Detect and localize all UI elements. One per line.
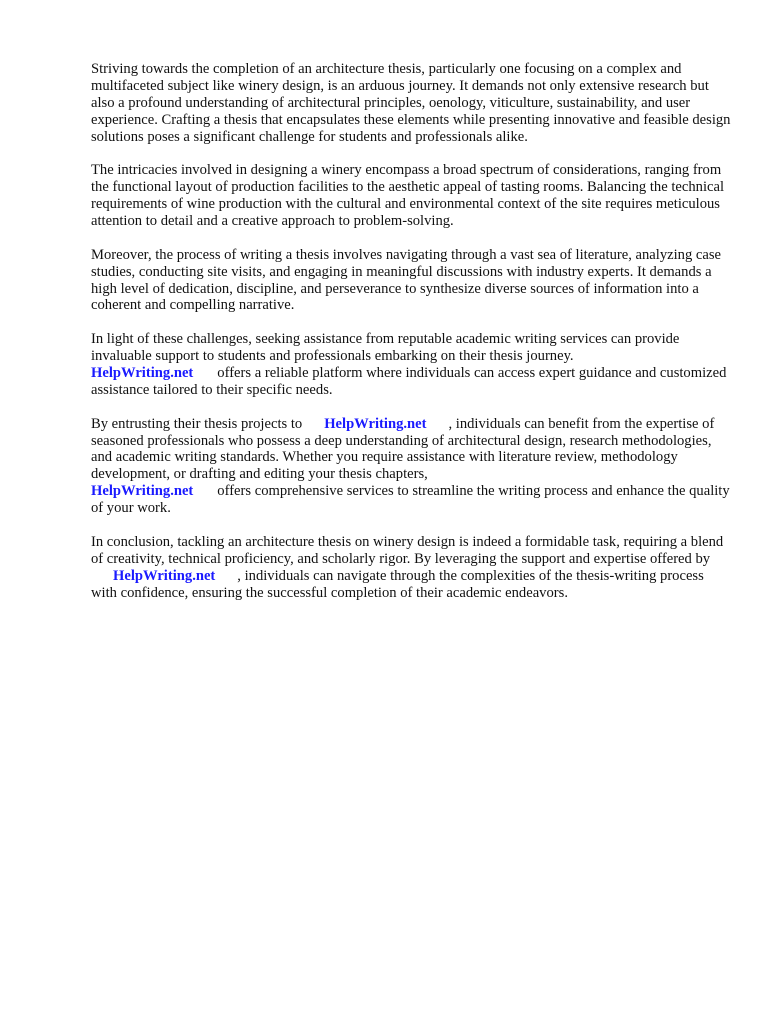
paragraph-text: Striving towards the completion of an architecture thesis, particularly one focusing on a complex and multifaceted subject like winery design, is an arduous journey. It demands not only extensive research but also a profound understanding of architectural principles, oenology, viticulture, sustainability, and user experience. Crafting a thesis that encapsulates these elements while presenting innovative and feasible design solutions poses a significant challenge for students and professionals alike. <box>91 61 731 145</box>
helpwriting-link[interactable]: HelpWriting.net <box>324 415 427 432</box>
paragraph-text: Moreover, the process of writing a thesis involves navigating through a vast sea of literature, analyzing case studies, conducting site visits, and engaging in meaningful discussions with industry experts. It demands a high level of dedication, discipline, and perseverance to synthesize diverse sources of information into a coherent and compelling narrative. <box>91 246 721 314</box>
document-body <box>91 61 731 618</box>
paragraph-intricacies <box>91 162 731 230</box>
paragraph-text: offers a reliable platform where individuals can access expert guidance and customized assistance tailored to their specific needs. <box>91 364 727 398</box>
paragraph-text: In light of these challenges, seeking assistance from reputable academic writing services can provide invaluable support to students and professionals embarking on their thesis journey. <box>91 331 680 365</box>
paragraph-conclusion <box>91 534 731 602</box>
paragraph-text: offers comprehensive services to streamline the writing process and enhance the quality of your work. <box>91 483 730 517</box>
paragraph-text: By entrusting their thesis projects to <box>91 415 303 432</box>
helpwriting-link[interactable]: HelpWriting.net <box>113 567 216 584</box>
paragraph-intro <box>91 61 731 146</box>
paragraph-text: , individuals can navigate through the complexities of the thesis-writing process with confidence, ensuring the successful completion of their academic endeavors. <box>91 567 704 601</box>
paragraph-entrusting <box>91 416 731 517</box>
helpwriting-link[interactable]: HelpWriting.net <box>91 483 194 500</box>
helpwriting-link[interactable]: HelpWriting.net <box>91 364 194 381</box>
paragraph-text: The intricacies involved in designing a winery encompass a broad spectrum of considerations, ranging from the functional layout of production facilities to the aesthetic appeal of tasting rooms. Balancing the technical requirements of wine production with the cultural and environmental context of the site requires meticulous attention to detail and a creative approach to problem-solving. <box>91 162 725 230</box>
paragraph-text: In conclusion, tackling an architecture thesis on winery design is indeed a formidable task, requiring a blend of creativity, technical proficiency, and scholarly rigor. By leveraging the support and expertise offered by <box>91 533 724 567</box>
paragraph-text: , individuals can benefit from the expertise of seasoned professionals who possess a deep understanding of architectural design, research methodologies, and academic writing standards. Whether you require assistance with literature review, methodology development, or drafting and editing your thesis chapters, <box>91 415 715 483</box>
paragraph-assistance <box>91 331 731 399</box>
paragraph-process <box>91 247 731 315</box>
